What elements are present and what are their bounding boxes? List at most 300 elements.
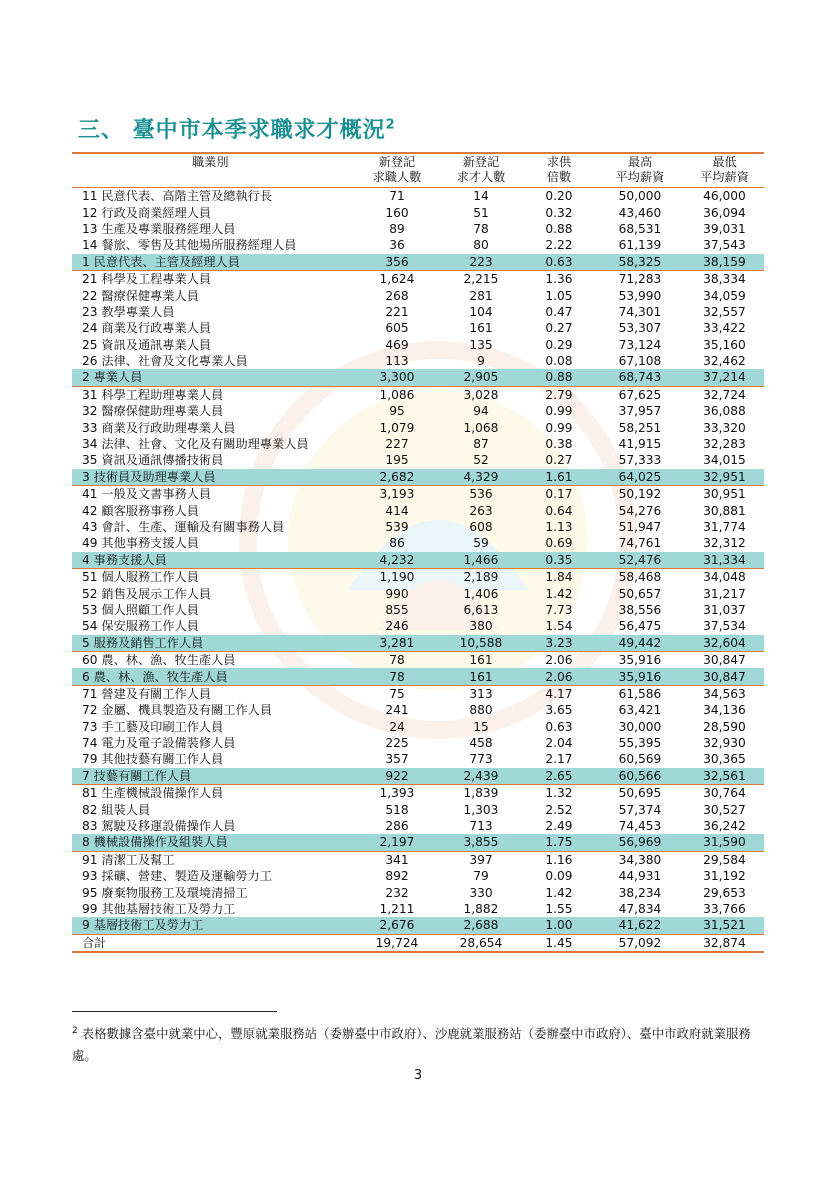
cell-job-seekers: 86 <box>389 536 405 551</box>
cell-min-salary: 34,563 <box>703 686 746 701</box>
cell-max-salary: 49,442 <box>595 635 685 652</box>
table-row <box>72 785 764 802</box>
cell-occupation: 8 機械設備操作及組裝人員 <box>72 834 355 851</box>
cell-ratio: 1.42 <box>545 885 573 900</box>
table-subtotal-row <box>72 917 764 934</box>
cell-ratio: 0.88 <box>545 221 573 236</box>
cell-occupation: 95 廢棄物服務工及環境清掃工 <box>82 885 248 900</box>
cell-min-salary: 38,334 <box>703 272 746 287</box>
cell-occupation: 53 個人照顧工作人員 <box>82 602 199 617</box>
cell-min-salary: 32,874 <box>685 934 764 952</box>
table-header-row <box>72 153 764 188</box>
cell-ratio: 1.54 <box>545 619 573 634</box>
cell-min-salary: 36,088 <box>703 404 746 419</box>
cell-ratio: 0.27 <box>545 453 573 468</box>
cell-max-salary: 51,947 <box>618 520 662 534</box>
cell-job-openings: 880 <box>469 703 493 718</box>
table-row <box>72 419 764 435</box>
cell-job-seekers: 19,724 <box>355 934 439 952</box>
cell-ratio: 1.05 <box>545 288 573 303</box>
cell-occupation: 7 技藝有關工作人員 <box>72 768 355 785</box>
cell-occupation: 6 農、林、漁、牧生產人員 <box>72 668 355 685</box>
cell-min-salary: 39,031 <box>703 221 746 236</box>
cell-job-seekers: 286 <box>385 819 409 834</box>
table-subtotal-row <box>72 668 764 685</box>
cell-min-salary: 32,724 <box>703 387 746 402</box>
cell-min-salary: 30,847 <box>685 668 764 685</box>
cell-ratio: 1.36 <box>545 272 573 287</box>
table-row <box>72 188 764 205</box>
cell-occupation: 31 科學工程助理專業人員 <box>82 387 224 402</box>
cell-max-salary: 53,307 <box>618 321 662 336</box>
cell-job-seekers: 71 <box>389 189 405 204</box>
cell-min-salary: 32,462 <box>703 354 746 369</box>
cell-min-salary: 32,312 <box>703 536 746 551</box>
cell-min-salary: 32,557 <box>703 304 746 319</box>
cell-min-salary: 37,214 <box>685 369 764 386</box>
cell-job-openings: 87 <box>473 437 489 452</box>
cell-min-salary: 37,543 <box>703 238 746 253</box>
cell-max-salary: 61,139 <box>618 238 662 253</box>
table-row <box>72 868 764 884</box>
cell-job-seekers: 1,190 <box>379 570 415 585</box>
cell-min-salary: 31,521 <box>685 917 764 934</box>
cell-max-salary: 55,395 <box>618 736 662 751</box>
cell-job-seekers: 3,193 <box>379 487 415 502</box>
cell-occupation: 72 金屬、機具製造及有關工作人員 <box>82 703 273 718</box>
cell-job-seekers: 922 <box>355 768 439 785</box>
cell-job-seekers: 2,682 <box>355 469 439 486</box>
col-header-occupation: 職業別 <box>72 153 355 188</box>
cell-ratio: 2.04 <box>545 736 573 751</box>
cell-min-salary: 34,048 <box>703 570 746 585</box>
footnote-number: 2 <box>72 1026 78 1036</box>
table-row <box>72 353 764 369</box>
cell-ratio: 0.35 <box>523 552 595 569</box>
cell-job-openings: 79 <box>473 869 489 884</box>
cell-occupation: 26 法律、社會及文化專業人員 <box>82 354 248 369</box>
job-stats-table <box>72 152 764 953</box>
cell-max-salary: 35,916 <box>595 668 685 685</box>
cell-job-seekers: 605 <box>385 321 409 336</box>
cell-occupation: 21 科學及工程專業人員 <box>82 272 212 287</box>
cell-min-salary: 29,653 <box>703 885 746 900</box>
cell-max-salary: 47,834 <box>618 901 662 916</box>
cell-max-salary: 64,025 <box>595 469 685 486</box>
table-subtotal-row <box>72 369 764 386</box>
table-row <box>72 735 764 751</box>
cell-job-seekers: 3,281 <box>355 635 439 652</box>
col-header-job-seekers: 新登記 求職人數 <box>355 153 439 188</box>
cell-min-salary: 32,561 <box>685 768 764 785</box>
cell-ratio: 1.00 <box>523 917 595 934</box>
cell-max-salary: 58,251 <box>618 420 662 435</box>
cell-max-salary: 74,761 <box>618 536 662 551</box>
cell-min-salary: 30,365 <box>703 752 746 767</box>
cell-min-salary: 37,534 <box>703 619 746 634</box>
cell-max-salary: 57,333 <box>618 453 662 468</box>
cell-max-salary: 56,969 <box>595 834 685 851</box>
cell-job-seekers: 75 <box>389 686 405 701</box>
cell-occupation: 71 營建及有關工作人員 <box>82 686 212 701</box>
cell-job-openings: 94 <box>473 404 489 419</box>
cell-ratio: 0.20 <box>545 189 573 204</box>
cell-max-salary: 44,931 <box>618 869 662 884</box>
table-subtotal-row <box>72 834 764 851</box>
cell-min-salary: 29,584 <box>703 852 746 867</box>
cell-job-seekers: 539 <box>385 520 409 534</box>
cell-job-openings: 2,189 <box>463 570 499 585</box>
cell-max-salary: 61,586 <box>618 686 662 701</box>
cell-job-seekers: 241 <box>385 703 409 718</box>
cell-ratio: 0.17 <box>545 487 573 502</box>
table-row <box>72 403 764 419</box>
cell-ratio: 1.16 <box>545 852 573 867</box>
cell-min-salary: 32,951 <box>685 469 764 486</box>
table-row <box>72 585 764 601</box>
cell-ratio: 1.61 <box>523 469 595 486</box>
cell-max-salary: 54,276 <box>618 503 662 518</box>
cell-min-salary: 36,094 <box>703 205 746 220</box>
cell-ratio: 0.64 <box>545 503 573 518</box>
cell-occupation: 74 電力及電子設備裝修人員 <box>82 736 236 751</box>
cell-job-seekers: 469 <box>385 337 409 352</box>
cell-occupation: 43 會計、生產、運輸及有關事務人員 <box>82 520 285 534</box>
cell-max-salary: 73,124 <box>618 337 662 352</box>
cell-job-seekers: 1,624 <box>379 272 415 287</box>
cell-job-seekers: 990 <box>385 586 409 601</box>
cell-job-seekers: 225 <box>385 736 409 751</box>
cell-ratio: 0.99 <box>545 420 573 435</box>
cell-job-openings: 330 <box>469 885 493 900</box>
cell-job-openings: 59 <box>473 536 489 551</box>
cell-job-openings: 10,588 <box>439 635 523 652</box>
cell-job-openings: 135 <box>469 337 493 352</box>
cell-job-seekers: 855 <box>385 602 409 617</box>
cell-max-salary: 63,421 <box>618 703 662 718</box>
cell-max-salary: 53,990 <box>618 288 662 303</box>
table-row <box>72 452 764 468</box>
cell-job-seekers: 89 <box>389 221 405 236</box>
cell-job-seekers: 160 <box>385 205 409 220</box>
cell-max-salary: 50,695 <box>618 786 662 801</box>
cell-occupation: 41 一般及文書事務人員 <box>82 487 212 502</box>
cell-job-seekers: 3,300 <box>355 369 439 386</box>
cell-ratio: 0.63 <box>545 719 573 734</box>
cell-ratio: 3.65 <box>545 703 573 718</box>
table-row <box>72 884 764 900</box>
cell-min-salary: 31,774 <box>703 520 746 534</box>
cell-job-openings: 773 <box>469 752 493 767</box>
cell-max-salary: 71,283 <box>618 272 662 287</box>
cell-max-salary: 50,657 <box>618 586 662 601</box>
title-footnote-ref: 2 <box>385 117 396 133</box>
cell-max-salary: 50,000 <box>618 189 662 204</box>
cell-job-seekers: 36 <box>389 238 405 253</box>
cell-job-openings: 1,839 <box>463 786 499 801</box>
cell-job-seekers: 78 <box>389 653 405 668</box>
cell-ratio: 2.52 <box>545 802 573 817</box>
col-header-ratio: 求供 倍數 <box>523 153 595 188</box>
cell-occupation: 13 生產及專業服務經理人員 <box>82 221 236 236</box>
cell-occupation: 33 商業及行政助理專業人員 <box>82 420 236 435</box>
cell-max-salary: 60,566 <box>595 768 685 785</box>
cell-job-openings: 1,406 <box>463 586 499 601</box>
table-row <box>72 386 764 403</box>
cell-job-seekers: 357 <box>385 752 409 767</box>
cell-max-salary: 30,000 <box>618 719 662 734</box>
cell-job-openings: 223 <box>439 254 523 271</box>
table-row <box>72 502 764 518</box>
cell-max-salary: 57,092 <box>595 934 685 952</box>
cell-occupation: 79 其他技藝有關工作人員 <box>82 752 224 767</box>
cell-occupation: 9 基層技術工及勞力工 <box>72 917 355 934</box>
cell-job-seekers: 268 <box>385 288 409 303</box>
footnote-text: 表格數據含臺中就業中心，豐原就業服務站（委辦臺中市政府）、沙鹿就業服務站（委辦臺中市政府）、臺中市政府就業服務處。 <box>72 1026 751 1064</box>
cell-occupation: 24 商業及行政專業人員 <box>82 321 212 336</box>
cell-job-openings: 51 <box>473 205 489 220</box>
table-subtotal-row <box>72 469 764 486</box>
cell-max-salary: 58,325 <box>595 254 685 271</box>
cell-job-openings: 713 <box>469 819 493 834</box>
cell-occupation: 81 生產機械設備操作人員 <box>82 786 224 801</box>
cell-ratio: 1.13 <box>545 520 573 534</box>
cell-occupation: 25 資訊及通訊專業人員 <box>82 337 212 352</box>
cell-min-salary: 34,059 <box>703 288 746 303</box>
cell-min-salary: 30,881 <box>703 503 746 518</box>
cell-min-salary: 32,604 <box>685 635 764 652</box>
cell-occupation: 49 其他事務支援人員 <box>82 536 199 551</box>
cell-ratio: 0.29 <box>545 337 573 352</box>
cell-occupation: 91 清潔工及幫工 <box>82 852 175 867</box>
cell-job-openings: 313 <box>469 686 493 701</box>
cell-min-salary: 28,590 <box>703 719 746 734</box>
cell-ratio: 0.32 <box>545 205 573 220</box>
cell-occupation: 22 醫療保健專業人員 <box>82 288 199 303</box>
table-row <box>72 685 764 702</box>
cell-job-openings: 3,028 <box>463 387 499 402</box>
table-subtotal-row <box>72 254 764 271</box>
cell-occupation: 11 民意代表、高階主管及總執行長 <box>82 189 273 204</box>
cell-occupation: 32 醫療保健助理專業人員 <box>82 404 224 419</box>
cell-occupation: 35 資訊及通訊傳播技術員 <box>82 453 224 468</box>
cell-job-openings: 161 <box>439 668 523 685</box>
cell-max-salary: 41,622 <box>595 917 685 934</box>
col-header-job-openings: 新登記 求才人數 <box>439 153 523 188</box>
cell-ratio: 2.06 <box>523 668 595 685</box>
cell-min-salary: 30,951 <box>703 487 746 502</box>
cell-job-seekers: 1,393 <box>379 786 415 801</box>
cell-job-seekers: 356 <box>355 254 439 271</box>
cell-job-openings: 4,329 <box>439 469 523 486</box>
cell-occupation: 4 事務支援人員 <box>72 552 355 569</box>
cell-occupation: 5 服務及銷售工作人員 <box>72 635 355 652</box>
cell-occupation: 51 個人服務工作人員 <box>82 570 199 585</box>
cell-job-openings: 28,654 <box>439 934 523 952</box>
cell-min-salary: 30,847 <box>703 653 746 668</box>
cell-occupation: 99 其他基層技術工及勞力工 <box>82 901 236 916</box>
cell-max-salary: 38,234 <box>618 885 662 900</box>
cell-job-openings: 608 <box>469 520 493 534</box>
cell-job-openings: 104 <box>469 304 493 319</box>
table-row <box>72 287 764 303</box>
cell-ratio: 2.65 <box>523 768 595 785</box>
cell-min-salary: 36,242 <box>703 819 746 834</box>
cell-occupation: 82 組裝人員 <box>82 802 151 817</box>
cell-min-salary: 32,283 <box>703 437 746 452</box>
cell-job-seekers: 113 <box>385 354 409 369</box>
table-row <box>72 602 764 618</box>
table-row <box>72 304 764 320</box>
cell-ratio: 1.32 <box>545 786 573 801</box>
cell-job-openings: 2,905 <box>439 369 523 386</box>
cell-job-openings: 14 <box>473 189 489 204</box>
cell-occupation: 83 駕駛及移運設備操作人員 <box>82 819 236 834</box>
page-number: 3 <box>413 1068 423 1083</box>
col-header-min-salary: 最低 平均薪資 <box>685 153 764 188</box>
cell-job-openings: 397 <box>469 852 493 867</box>
cell-max-salary: 58,468 <box>618 570 662 585</box>
cell-job-seekers: 1,079 <box>379 420 415 435</box>
cell-occupation: 23 教學專業人員 <box>82 304 175 319</box>
cell-job-seekers: 4,232 <box>355 552 439 569</box>
table-row <box>72 270 764 287</box>
cell-ratio: 0.08 <box>545 354 573 369</box>
cell-ratio: 0.47 <box>545 304 573 319</box>
cell-job-openings: 1,068 <box>463 420 499 435</box>
table-total-row <box>72 934 764 952</box>
table-row <box>72 320 764 336</box>
table-row <box>72 651 764 668</box>
cell-max-salary: 52,476 <box>595 552 685 569</box>
cell-ratio: 1.84 <box>545 570 573 585</box>
cell-ratio: 3.23 <box>523 635 595 652</box>
cell-ratio: 0.27 <box>545 321 573 336</box>
cell-job-seekers: 195 <box>385 453 409 468</box>
cell-min-salary: 33,766 <box>703 901 746 916</box>
cell-ratio: 2.49 <box>545 819 573 834</box>
cell-job-seekers: 1,211 <box>379 901 415 916</box>
footnote <box>72 1020 762 1067</box>
footnote-divider <box>72 1011 277 1012</box>
table-row <box>72 436 764 452</box>
cell-job-openings: 3,855 <box>439 834 523 851</box>
table-row <box>72 486 764 503</box>
cell-max-salary: 37,957 <box>618 404 662 419</box>
cell-job-seekers: 232 <box>385 885 409 900</box>
cell-occupation: 60 農、林、漁、牧生產人員 <box>82 653 236 668</box>
cell-ratio: 2.06 <box>545 653 573 668</box>
cell-min-salary: 31,217 <box>703 586 746 601</box>
cell-job-openings: 161 <box>469 653 493 668</box>
table-body <box>72 188 764 952</box>
cell-job-openings: 380 <box>469 619 493 634</box>
cell-job-seekers: 78 <box>355 668 439 685</box>
cell-max-salary: 74,453 <box>618 819 662 834</box>
table-row <box>72 568 764 585</box>
cell-min-salary: 31,334 <box>685 552 764 569</box>
cell-occupation: 14 餐旅、零售及其他場所服務經理人員 <box>82 238 297 253</box>
table-subtotal-row <box>72 552 764 569</box>
cell-job-seekers: 2,197 <box>355 834 439 851</box>
cell-max-salary: 43,460 <box>618 205 662 220</box>
cell-min-salary: 34,136 <box>703 703 746 718</box>
cell-min-salary: 31,192 <box>703 869 746 884</box>
cell-job-openings: 1,303 <box>463 802 499 817</box>
cell-max-salary: 60,569 <box>618 752 662 767</box>
cell-job-openings: 2,688 <box>439 917 523 934</box>
cell-max-salary: 41,915 <box>618 437 662 452</box>
cell-occupation: 42 顧客服務事務人員 <box>82 503 199 518</box>
cell-max-salary: 38,556 <box>618 602 662 617</box>
cell-ratio: 1.42 <box>545 586 573 601</box>
cell-ratio: 4.17 <box>545 686 573 701</box>
cell-job-openings: 1,466 <box>439 552 523 569</box>
cell-max-salary: 67,108 <box>618 354 662 369</box>
cell-min-salary: 31,037 <box>703 602 746 617</box>
cell-max-salary: 74,301 <box>618 304 662 319</box>
cell-job-seekers: 221 <box>385 304 409 319</box>
cell-min-salary: 35,160 <box>703 337 746 352</box>
cell-job-openings: 80 <box>473 238 489 253</box>
cell-job-seekers: 95 <box>389 404 405 419</box>
cell-min-salary: 31,590 <box>685 834 764 851</box>
cell-ratio: 0.09 <box>545 869 573 884</box>
cell-min-salary: 30,527 <box>703 802 746 817</box>
cell-job-seekers: 24 <box>389 719 405 734</box>
cell-min-salary: 46,000 <box>703 189 746 204</box>
table-row <box>72 751 764 767</box>
section-title: 三、 臺中市本季求職求才概況$^2$ <box>78 117 396 143</box>
cell-job-openings: 1,882 <box>463 901 499 916</box>
cell-job-openings: 281 <box>469 288 493 303</box>
cell-ratio: 2.17 <box>545 752 573 767</box>
table-subtotal-row <box>72 768 764 785</box>
cell-occupation: 93 採礦、營建、製造及運輸勞力工 <box>82 869 273 884</box>
cell-job-seekers: 414 <box>385 503 409 518</box>
cell-job-seekers: 1,086 <box>379 387 415 402</box>
cell-min-salary: 38,159 <box>685 254 764 271</box>
table-row <box>72 519 764 535</box>
cell-ratio: 2.79 <box>545 387 573 402</box>
table-row <box>72 535 764 551</box>
cell-job-seekers: 2,676 <box>355 917 439 934</box>
table-row <box>72 221 764 237</box>
table-row <box>72 204 764 220</box>
cell-ratio: 1.55 <box>545 901 573 916</box>
cell-job-openings: 536 <box>469 487 493 502</box>
cell-ratio: 1.45 <box>523 934 595 952</box>
table-subtotal-row <box>72 635 764 652</box>
cell-job-openings: 161 <box>469 321 493 336</box>
cell-job-seekers: 227 <box>385 437 409 452</box>
cell-job-openings: 458 <box>469 736 493 751</box>
table-row <box>72 801 764 817</box>
cell-min-salary: 34,015 <box>703 453 746 468</box>
cell-occupation: 52 銷售及展示工作人員 <box>82 586 212 601</box>
cell-max-salary: 56,475 <box>618 619 662 634</box>
cell-ratio: 2.22 <box>545 238 573 253</box>
cell-max-salary: 35,916 <box>618 653 662 668</box>
table-row <box>72 337 764 353</box>
cell-job-openings: 2,439 <box>439 768 523 785</box>
cell-job-openings: 52 <box>473 453 489 468</box>
cell-ratio: 0.88 <box>523 369 595 386</box>
cell-job-seekers: 341 <box>385 852 409 867</box>
cell-occupation: 2 專業人員 <box>72 369 355 386</box>
cell-max-salary: 68,531 <box>618 221 662 236</box>
cell-occupation: 54 保安服務工作人員 <box>82 619 199 634</box>
